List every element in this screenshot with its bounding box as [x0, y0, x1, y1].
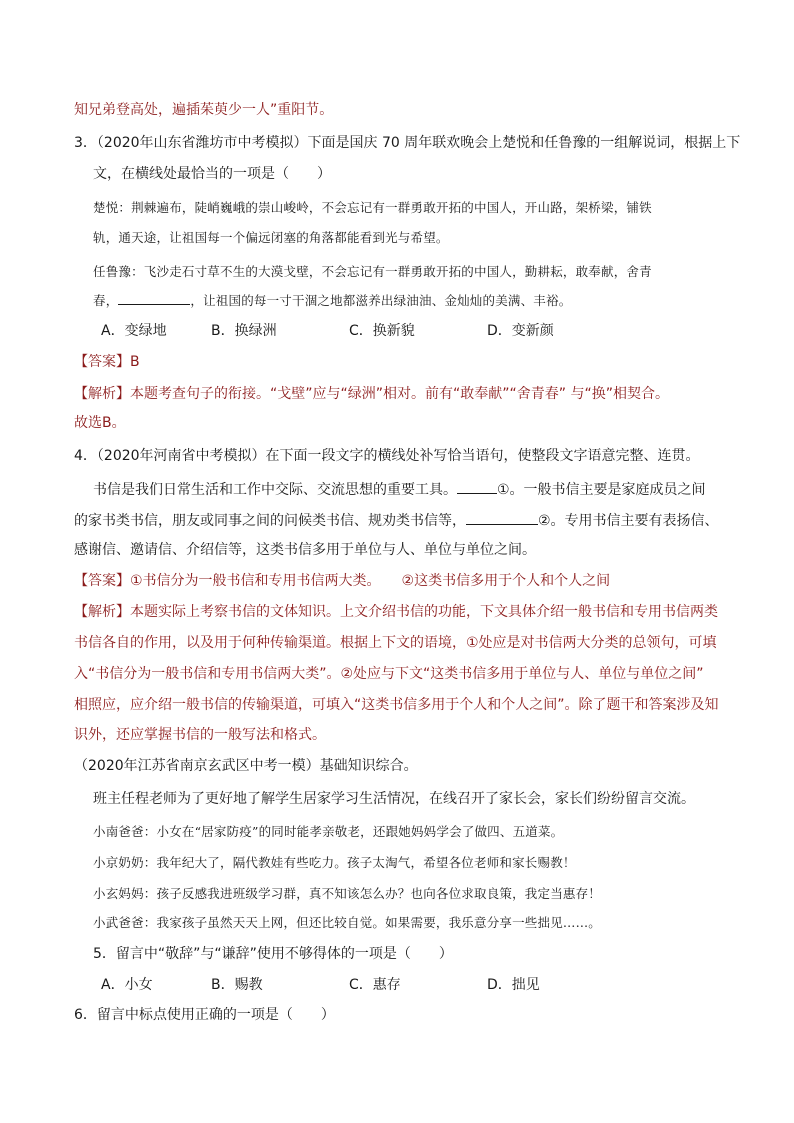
option-c: C．惠存 [349, 977, 401, 993]
question-5-stem: 5．留言中“敬辞”与“谦辞”使用不够得体的一项是（ ） [93, 946, 453, 962]
paragraph-text: 的家书类书信，朋友或同事之间的问候类书信、规劝类书信等， [74, 513, 466, 529]
message-line: 小武爸爸：我家孩子虽然天天上网，但还比较自觉。如果需要，我乐意分享一些拙见……。 [93, 915, 602, 930]
analysis-4-cont: 相照应，应介绍一般书信的传输渠道，可填入“这类书信多用于个人和个人之间”。除了题干和答案涉及知 [74, 697, 719, 713]
analysis-3: 【解析】本题考查句子的衔接。“戈壁”应与“绿洲”相对。前有“敢奉献”“舍青春” 与“换”相契合。 [74, 386, 669, 402]
message-line: 小京奶奶：我年纪大了，隔代教娃有些吃力。孩子太淘气，希望各位老师和家长赐教！ [93, 855, 576, 870]
question-4-stem: 4．（2020年河南省中考模拟）在下面一段文字的横线处补写恰当语句，使整段文字语意完整、连贯。 [74, 448, 700, 464]
paragraph-text: ①。一般书信主要是家庭成员之间 [497, 482, 706, 498]
analysis-4-cont: 书信各自的作用，以及用于何种传输渠道。根据上下文的语境，①处应是对书信两大分类的总领句，可填 [74, 635, 717, 651]
paragraph-text: ②。专用书信主要有表扬信、 [538, 513, 719, 529]
passage-line: 轨，通天途，让祖国每一个偏远闭塞的角落都能看到光与希望。 [93, 230, 449, 245]
passage-text: 春， [93, 293, 119, 308]
continued-text: 知兄弟登高处，遍插茱萸少一人”重阳节。 [74, 102, 334, 118]
fill-blank [118, 290, 190, 305]
option-d: D．拙见 [487, 977, 540, 993]
paragraph-line-with-blank [74, 510, 719, 531]
message-line: 小玄妈妈：孩子反感我进班级学习群，真不知该怎么办？也向各位求取良策，我定当惠存！ [93, 886, 602, 901]
answer-3: 【答案】B [74, 354, 140, 370]
fill-blank-2 [466, 510, 538, 525]
analysis-4-cont: 识外，还应掌握书信的一般写法和格式。 [74, 727, 326, 743]
option-b: B．换绿洲 [211, 323, 277, 339]
option-a: A．小女 [101, 977, 153, 993]
question-3-stem-cont: 文，在横线处最恰当的一项是（ ） [93, 166, 331, 182]
passage-line: 楚悦：荆棘遍布，陡峭巍峨的崇山峻岭，不会忘记有一群勇敢开拓的中国人，开山路，架桥梁，铺铁 [93, 200, 652, 215]
passage-line: 任鲁豫：飞沙走石寸草不生的大漠戈壁，不会忘记有一群勇敢开拓的中国人，勤耕耘，敢奉献，舍青 [93, 264, 652, 279]
option-a: A．变绿地 [101, 323, 167, 339]
passage-text: ，让祖国的每一寸干涸之地都滋养出绿油油、金灿灿的美满、丰裕。 [190, 293, 572, 308]
analysis-4: 【解析】本题实际上考察书信的文体知识。上文介绍书信的功能，下文具体介绍一般书信和专用书信两类 [74, 604, 718, 620]
paragraph-line-with-blank [93, 479, 706, 500]
analysis-4-cont: 入“书信分为一般书信和专用书信两大类”。②处应与下文“这类书信多用于单位与人、单位与单位之间” [74, 666, 704, 682]
section-intro: 班主任程老师为了更好地了解学生居家学习生活情况，在线召开了家长会，家长们纷纷留言交流。 [93, 791, 695, 807]
paragraph-text: 书信是我们日常生活和工作中交际、交流思想的重要工具。 [93, 482, 457, 498]
section-heading: （2020年江苏省南京玄武区中考一模）基础知识综合。 [74, 758, 418, 774]
fill-blank-1 [457, 479, 497, 494]
passage-line-with-blank [93, 290, 571, 311]
paragraph-line: 感谢信、邀请信、介绍信等，这类书信多用于单位与人、单位与单位之间。 [74, 542, 536, 558]
question-6-stem: 6．留言中标点使用正确的一项是（ ） [74, 1007, 335, 1023]
option-d: D．变新颜 [487, 323, 554, 339]
answer-4: 【答案】①书信分为一般书信和专用书信两大类。 ②这类书信多用于个人和个人之间 [74, 573, 611, 589]
question-3-stem: 3．（2020年山东省潍坊市中考模拟）下面是国庆 70 周年联欢晚会上楚悦和任鲁豫的一组解说词，根据上下 [74, 135, 741, 151]
option-c: C．换新貌 [349, 323, 415, 339]
message-line: 小南爸爸：小女在“居家防疫”的同时能孝亲敬老，还跟她妈妈学会了做四、五道菜。 [93, 824, 564, 839]
option-b: B．赐教 [211, 977, 263, 993]
analysis-3-cont: 故选B。 [74, 415, 126, 431]
